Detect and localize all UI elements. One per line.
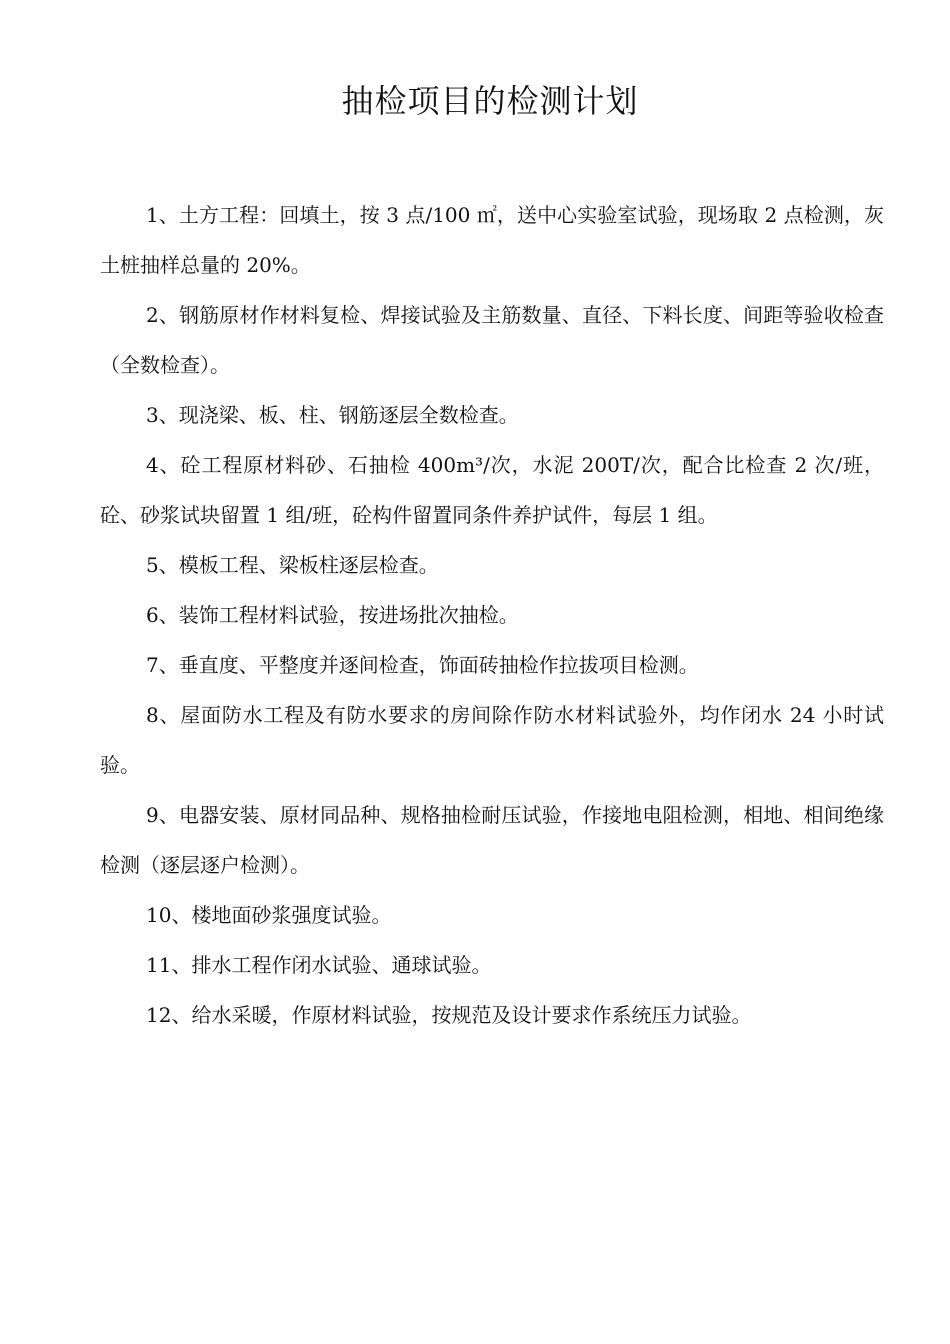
list-item: 11、排水工程作闭水试验、通球试验。 (146, 953, 492, 977)
list-item: 12、给水采暖，作原材料试验，按规范及设计要求作系统压力试验。 (146, 1003, 752, 1027)
list-item: 10、楼地面砂浆强度试验。 (146, 903, 392, 927)
page-title: 抽检项目的检测计划 (341, 82, 639, 120)
inspection-item-list (100, 190, 884, 1040)
list-item: 4、砼工程原材料砂、石抽检 400m³/次，水泥 200T/次，配合比检查 2 次/班，砼、砂浆试块留置 1 组/班，砼构件留置同条件养护试件，每层 1 组。 (100, 453, 884, 527)
list-item: 5、模板工程、梁板柱逐层检查。 (146, 553, 439, 577)
list-item: 3、现浇梁、板、柱、钢筋逐层全数检查。 (146, 403, 519, 427)
list-item: 8、屋面防水工程及有防水要求的房间除作防水材料试验外，均作闭水 24 小时试验。 (100, 703, 884, 777)
list-item: 2、钢筋原材作材料复检、焊接试验及主筋数量、直径、下料长度、间距等验收检查（全数检查）。 (100, 303, 884, 377)
list-item: 1、土方工程：回填土，按 3 点/100 ㎡，送中心实验室试验，现场取 2 点检测，灰土桩抽样总量的 20%。 (100, 203, 884, 277)
list-item: 7、垂直度、平整度并逐间检查，饰面砖抽检作拉拔项目检测。 (146, 653, 699, 677)
list-item: 9、电器安装、原材同品种、规格抽检耐压试验，作接地电阻检测，相地、相间绝缘检测（逐层逐户检测）。 (100, 803, 884, 877)
list-item: 6、装饰工程材料试验，按进场批次抽检。 (146, 603, 519, 627)
